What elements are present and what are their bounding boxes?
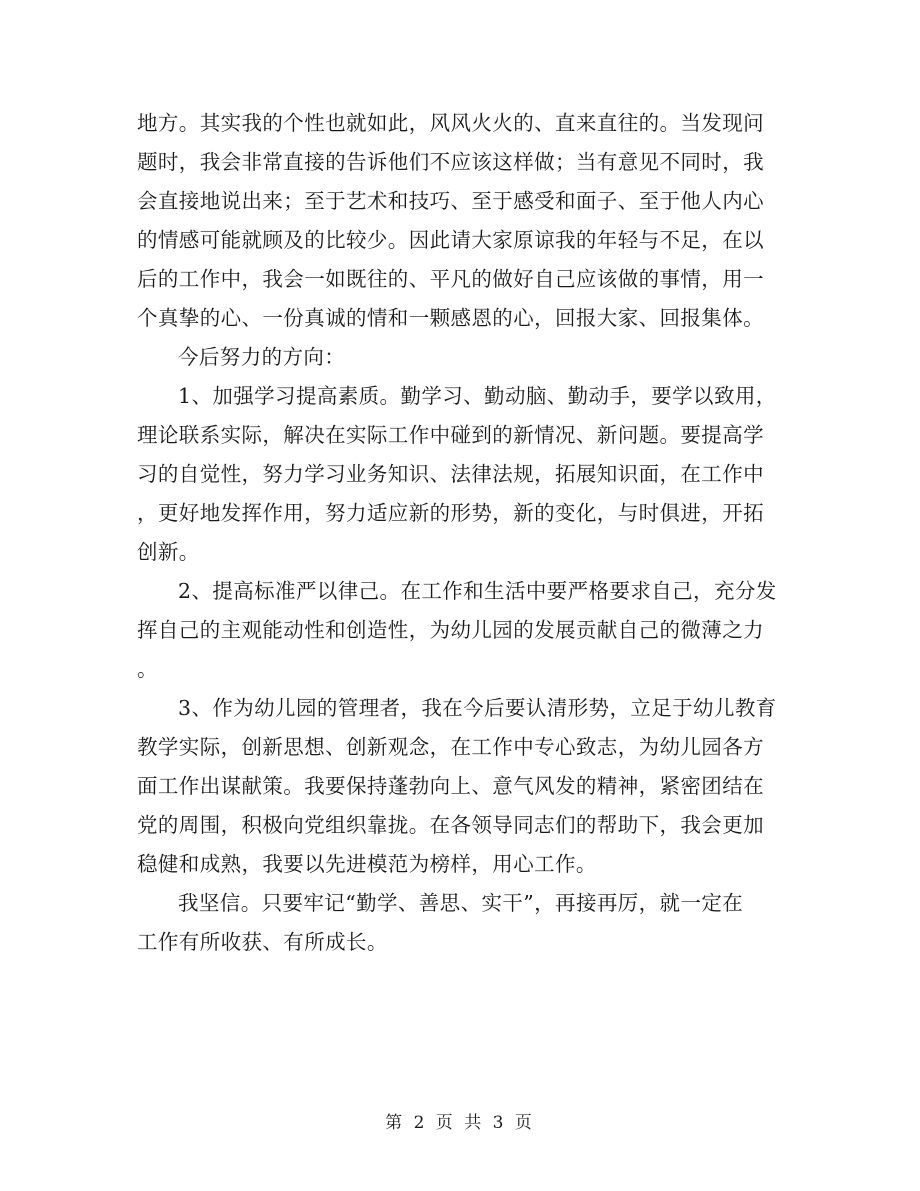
text-line: 后的工作中，我会一如既往的、平凡的做好自己应该做的事情，用一 — [137, 267, 764, 291]
text-line: 2、提高标准严以律己。在工作和生活中要严格要求自己，充分发 — [178, 579, 777, 603]
text-line: 教学实际，创新思想、创新观念，在工作中专心致志，为幼儿园各方 — [137, 735, 764, 759]
text-line: 的情感可能就顾及的比较少。因此请大家原谅我的年轻与不足，在以 — [137, 228, 764, 252]
text-line: 会直接地说出来；至于艺术和技巧、至于感受和面子、至于他人内心 — [137, 189, 764, 213]
text-line: 稳健和成熟，我要以先进模范为榜样，用心工作。 — [137, 852, 597, 876]
text-line: 习的自觉性，努力学习业务知识、法律法规，拓展知识面，在工作中 — [137, 462, 764, 486]
text-line: 理论联系实际，解决在实际工作中碰到的新情况、新问题。要提高学 — [137, 423, 764, 447]
text-line: 挥自己的主观能动性和创造性，为幼儿园的发展贡献自己的微薄之力 — [137, 618, 764, 642]
document-body — [137, 104, 785, 962]
text-line: ，更好地发挥作用，努力适应新的形势，新的变化，与时俱进，开拓 — [137, 501, 764, 525]
text-line: 地方。其实我的个性也就如此，风风火火的、直来直往的。当发现问 — [137, 111, 764, 135]
text-line: 今后努力的方向： — [178, 345, 346, 369]
text-line: 工作有所收获、有所成长。 — [137, 930, 388, 954]
text-line: 。 — [137, 657, 158, 681]
text-line: 党的周围，积极向党组织靠拢。在各领导同志们的帮助下，我会更加 — [137, 813, 764, 837]
text-line: 题时，我会非常直接的告诉他们不应该这样做；当有意见不同时，我 — [137, 150, 764, 174]
text-line: 面工作出谋献策。我要保持蓬勃向上、意气风发的精神，紧密团结在 — [137, 774, 764, 798]
text-line: 1、加强学习提高素质。勤学习、勤动脑、勤动手，要学以致用， — [178, 384, 777, 408]
text-line: 我坚信。只要牢记“勤学、善思、实干”，再接再厉，就一定在 — [178, 891, 744, 915]
text-line: 3、作为幼儿园的管理者，我在今后要认清形势，立足于幼儿教育 — [178, 696, 777, 720]
text-line: 个真挚的心、一份真诚的情和一颗感恩的心，回报大家、回报集体。 — [137, 306, 764, 330]
page-footer: 第 2 页 共 3 页 — [385, 1113, 535, 1133]
text-line: 创新。 — [137, 540, 200, 564]
